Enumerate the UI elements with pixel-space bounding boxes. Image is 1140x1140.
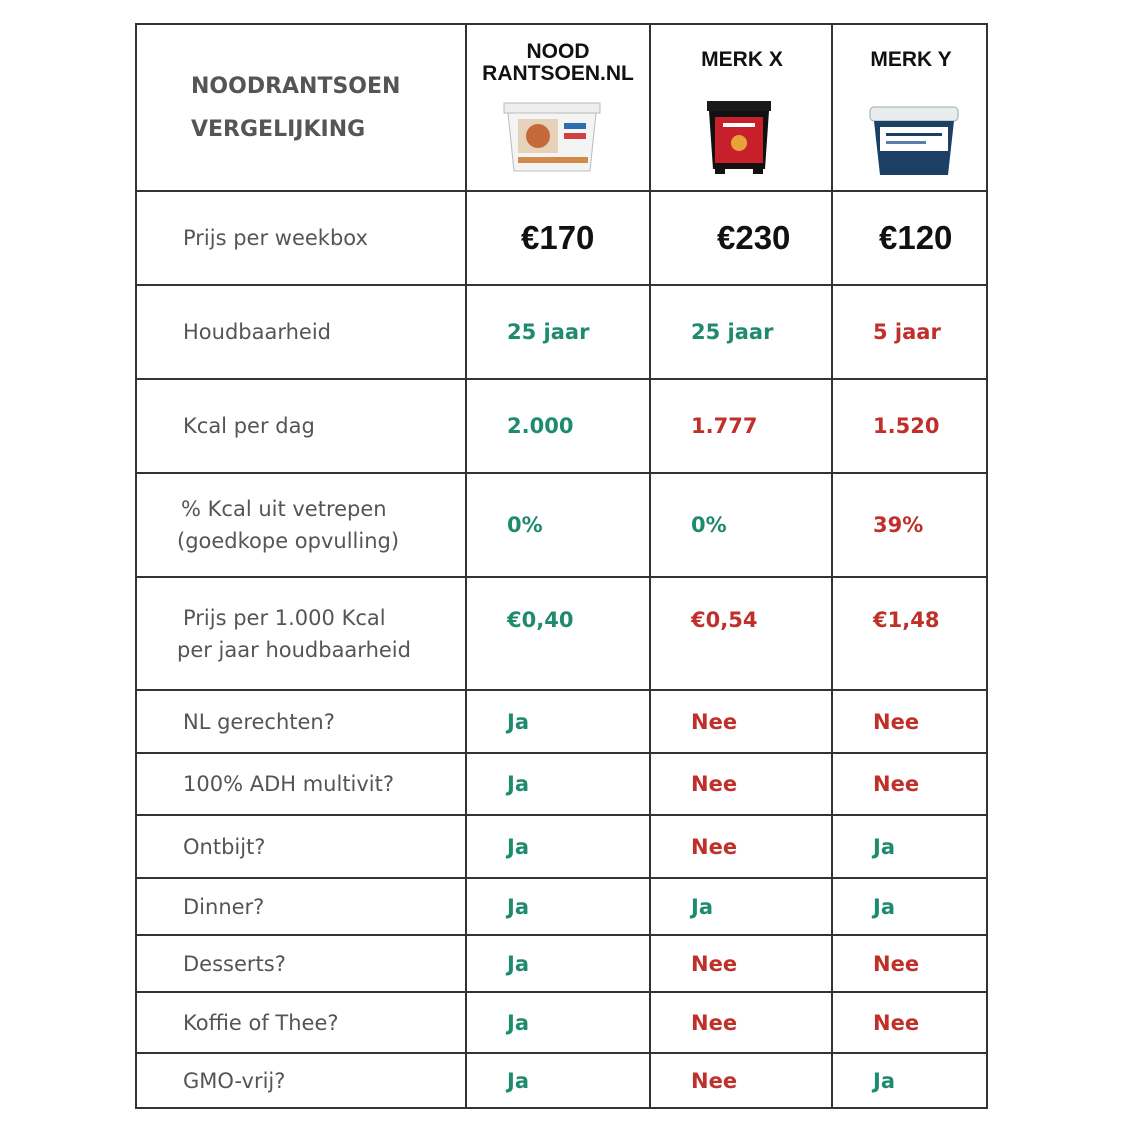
cell-value: Ja — [507, 951, 529, 976]
column-divider — [649, 25, 651, 1107]
cell-value: Ja — [873, 834, 895, 859]
cell-value: Ja — [873, 1068, 895, 1093]
cell-value: Ja — [507, 894, 529, 919]
table-row — [137, 993, 986, 1054]
cell-value: Nee — [691, 951, 738, 976]
cell-value: 0% — [691, 513, 727, 537]
row-label: Dinner? — [183, 894, 265, 919]
cell-value: 5 jaar — [873, 320, 941, 344]
cell-value: €170 — [521, 219, 595, 256]
table-row — [137, 474, 986, 578]
cell-value: 0% — [507, 513, 543, 537]
row-label: Kcal per dag — [183, 414, 315, 438]
table-row — [137, 816, 986, 879]
cell-value: Nee — [873, 951, 920, 976]
cell-value: €1,48 — [873, 607, 940, 632]
header-row — [137, 25, 986, 192]
black-red-bucket-icon — [705, 99, 773, 175]
cell-value: Nee — [691, 772, 738, 796]
cell-value: 2.000 — [507, 414, 574, 438]
row-label: Koffie of Thee? — [183, 1010, 339, 1035]
table-row — [137, 879, 986, 936]
table-row — [137, 754, 986, 816]
row-label: Prijs per weekbox — [183, 226, 368, 250]
cell-value: 25 jaar — [507, 320, 590, 344]
cell-value: 1.777 — [691, 414, 758, 438]
white-bucket-icon — [502, 97, 602, 177]
cell-value: €230 — [717, 219, 791, 256]
white-blue-tub-icon — [868, 103, 960, 179]
cell-value: Ja — [873, 894, 895, 919]
cell-value: Nee — [873, 1010, 920, 1035]
row-label: 100% ADH multivit? — [183, 772, 395, 796]
row-label: Ontbijt? — [183, 834, 266, 859]
row-label: GMO-vrij? — [183, 1068, 286, 1093]
row-label: Desserts? — [183, 951, 286, 976]
row-label: NL gerechten? — [183, 709, 335, 734]
row-label: % Kcal uit vetrepen (goedkope opvulling) — [177, 497, 400, 553]
table-row — [137, 192, 986, 286]
cell-value: Nee — [691, 834, 738, 859]
cell-value: Ja — [691, 894, 713, 919]
table-row — [137, 936, 986, 993]
row-label: Prijs per 1.000 Kcal per jaar houdbaarheid — [177, 605, 411, 662]
cell-value: Nee — [691, 709, 738, 734]
cell-value: Ja — [507, 1068, 529, 1093]
table-row — [137, 1054, 986, 1107]
cell-value: 1.520 — [873, 414, 940, 438]
cell-value: 25 jaar — [691, 320, 774, 344]
table-row — [137, 691, 986, 754]
row-label: Houdbaarheid — [183, 320, 332, 344]
cell-value: Nee — [691, 1068, 738, 1093]
column-divider — [831, 25, 833, 1107]
table-row — [137, 286, 986, 380]
column-divider — [465, 25, 467, 1107]
comparison-table — [135, 23, 988, 1109]
cell-value: €0,54 — [691, 607, 758, 632]
cell-value: €0,40 — [507, 607, 574, 632]
table-title: NOODRANTSOEN VERGELIJKING — [191, 74, 401, 142]
cell-value: Ja — [507, 772, 529, 796]
table-row — [137, 578, 986, 691]
brand-merk-x-name: MERK X — [701, 48, 783, 71]
cell-value: Ja — [507, 709, 529, 734]
table-row — [137, 380, 986, 474]
cell-value: 39% — [873, 513, 924, 537]
cell-value: Nee — [691, 1010, 738, 1035]
cell-value: €120 — [879, 219, 953, 256]
brand-noodrantsoen-name: NOOD RANTSOEN.NL — [482, 40, 634, 85]
brand-merk-y-name: MERK Y — [870, 48, 952, 71]
cell-value: Nee — [873, 772, 920, 796]
cell-value: Ja — [507, 834, 529, 859]
cell-value: Ja — [507, 1010, 529, 1035]
cell-value: Nee — [873, 709, 920, 734]
